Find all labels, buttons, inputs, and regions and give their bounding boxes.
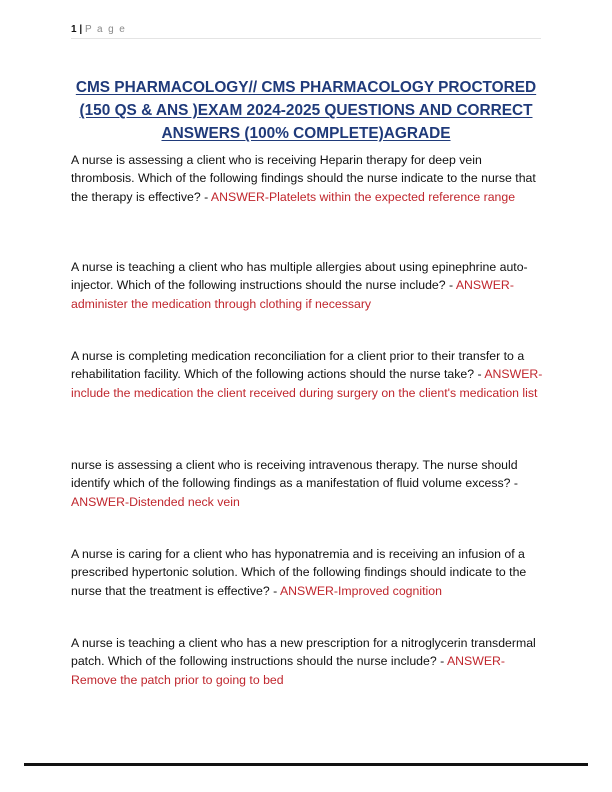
question-text: nurse is assessing a client who is receiving intravenous therapy. The nurse should identify which of the following findings as a manifestation of fluid volume excess? - bbox=[71, 458, 519, 491]
question-text: A nurse is completing medication reconciliation for a client prior to their transfer to a rehabilitation facility. Which of the following actions should the nurse take? - bbox=[71, 349, 525, 382]
question-text: A nurse is assessing a client who is receiving Heparin therapy for deep vein thrombosis. Which of the following findings should the nurse indicate to the nurse that the therapy is effective? - bbox=[71, 153, 536, 204]
answer-text: ANSWER-Platelets within the expected reference range bbox=[210, 189, 516, 204]
page-number: 1 bbox=[71, 24, 77, 35]
answer-text: ANSWER-Distended neck vein bbox=[71, 494, 240, 509]
question-text: A nurse is teaching a client who has multiple allergies about using epinephrine auto-injector. Which of the following instructions should the nurse include? - bbox=[71, 260, 528, 293]
qa-item bbox=[71, 347, 543, 402]
qa-item bbox=[71, 545, 543, 600]
document-title: CMS PHARMACOLOGY// CMS PHARMACOLOGY PROCTORED (150 QS & ANS )EXAM 2024-2025 QUESTIONS AND CORRECT ANSWERS (100% COMPLETE)AGRADE bbox=[75, 79, 537, 142]
qa-item bbox=[71, 151, 543, 206]
answer-text: ANSWER-include the medication the client received during surgery on the client's medication list bbox=[71, 367, 543, 400]
page-header bbox=[71, 24, 541, 39]
answer-text: ANSWER-Improved cognition bbox=[279, 583, 442, 598]
qa-item bbox=[71, 258, 543, 313]
page-label: P a g e bbox=[84, 24, 127, 35]
answer-text: ANSWER-administer the medication through clothing if necessary bbox=[71, 278, 514, 311]
qa-item bbox=[71, 634, 543, 689]
footer-divider bbox=[24, 763, 588, 766]
qa-item bbox=[71, 456, 543, 511]
answer-text: ANSWER-Remove the patch prior to going to bed bbox=[71, 654, 506, 687]
question-text: A nurse is teaching a client who has a new prescription for a nitroglycerin transdermal patch. Which of the following instructions should the nurse include? - bbox=[71, 636, 536, 669]
question-text: A nurse is caring for a client who has hyponatremia and is receiving an infusion of a prescribed hypertonic solution. Which of the following findings should indicate to the nurse that the treatment is effective? - bbox=[71, 547, 527, 598]
page-separator: | bbox=[79, 24, 83, 35]
